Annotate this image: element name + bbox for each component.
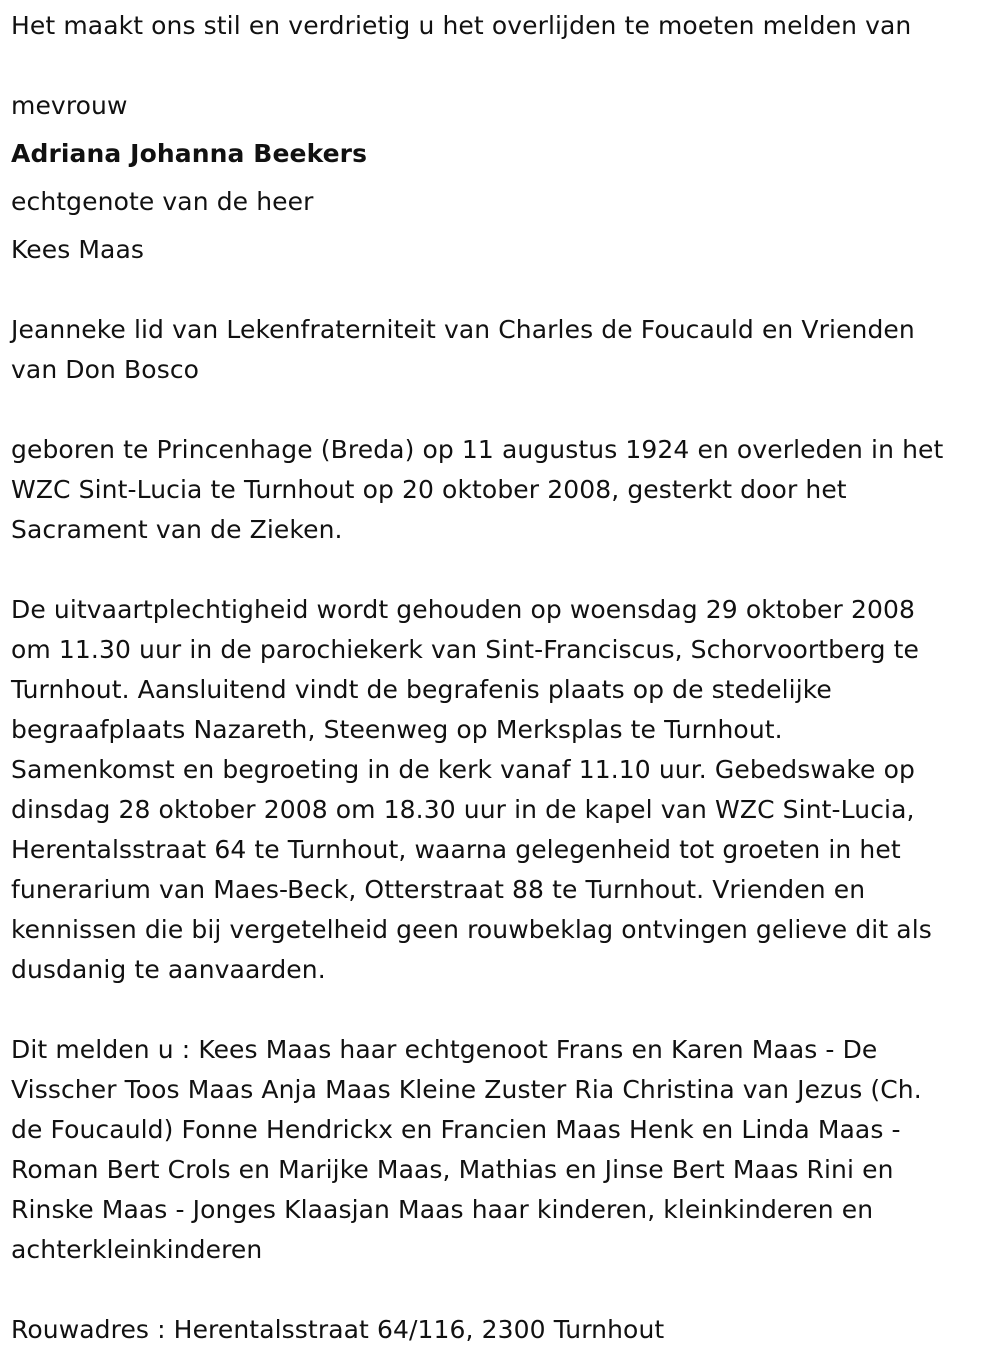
family-paragraph [11, 1030, 991, 1270]
paragraph-line: dinsdag 28 oktober 2008 om 18.30 uur in de kapel van WZC Sint-Lucia, [11, 795, 915, 824]
paragraph-line: Visscher Toos Maas Anja Maas Kleine Zuster Ria Christina van Jezus (Ch. [11, 1075, 922, 1104]
paragraph-line: van Don Bosco [11, 355, 200, 384]
paragraph-line: om 11.30 uur in de parochiekerk van Sint-Franciscus, Schorvoortberg te [11, 635, 919, 664]
paragraph-line: achterkleinkinderen [11, 1235, 263, 1264]
spouse-name: Kees Maas [11, 235, 145, 264]
paragraph-line: Rinske Maas - Jonges Klaasjan Maas haar kinderen, kleinkinderen en [11, 1195, 874, 1224]
membership-paragraph [11, 310, 991, 390]
paragraph-line: WZC Sint-Lucia te Turnhout op 20 oktober 2008, gesterkt door het [11, 475, 847, 504]
deceased-name: Adriana Johanna Beekers [11, 139, 368, 168]
paragraph-line: de Foucauld) Fonne Hendrickx en Francien Maas Henk en Linda Maas - [11, 1115, 901, 1144]
paragraph-line: De uitvaartplechtigheid wordt gehouden op woensdag 29 oktober 2008 [11, 595, 915, 624]
paragraph-line: geboren te Princenhage (Breda) op 11 augustus 1924 en overleden in het [11, 435, 944, 464]
paragraph-line: begraafplaats Nazareth, Steenweg op Merksplas te Turnhout. [11, 715, 783, 744]
paragraph-line: kennissen die bij vergetelheid geen rouwbeklag ontvingen gelieve dit als [11, 915, 932, 944]
paragraph-line: Roman Bert Crols en Marijke Maas, Mathias en Jinse Bert Maas Rini en [11, 1155, 894, 1184]
paragraph-line: Turnhout. Aansluitend vindt de begrafenis plaats op de stedelijke [11, 675, 832, 704]
mourning-address: Rouwadres : Herentalsstraat 64/116, 2300 Turnhout [11, 1315, 665, 1344]
funeral-paragraph [11, 590, 991, 990]
paragraph-line: Jeanneke lid van Lekenfraterniteit van Charles de Foucauld en Vrienden [11, 315, 915, 344]
paragraph-line: funerarium van Maes-Beck, Otterstraat 88 te Turnhout. Vrienden en [11, 875, 866, 904]
paragraph-line: Herentalsstraat 64 te Turnhout, waarna gelegenheid tot groeten in het [11, 835, 901, 864]
birth-death-paragraph [11, 430, 991, 550]
paragraph-line: Sacrament van de Zieken. [11, 515, 343, 544]
spouse-label: echtgenote van de heer [11, 187, 314, 216]
paragraph-line: Samenkomst en begroeting in de kerk vanaf 11.10 uur. Gebedswake op [11, 755, 915, 784]
paragraph-line: Dit melden u : Kees Maas haar echtgenoot Frans en Karen Maas - De [11, 1035, 878, 1064]
paragraph-line: dusdanig te aanvaarden. [11, 955, 326, 984]
title-text: mevrouw [11, 91, 128, 120]
intro-text: Het maakt ons stil en verdrietig u het overlijden te moeten melden van [11, 11, 912, 40]
